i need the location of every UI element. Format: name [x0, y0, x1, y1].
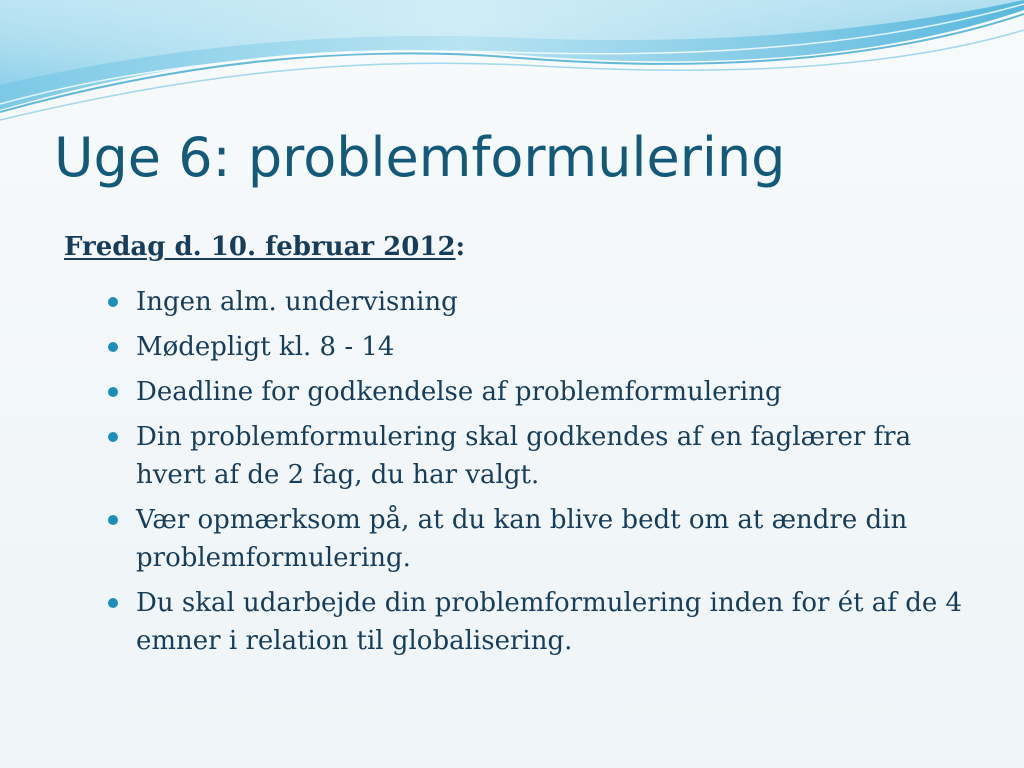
- bullet-dot-icon: [108, 432, 118, 442]
- bullet-text: Din problemformulering skal godkendes af en faglærer fra hvert af de 2 fag, du har valgt.: [136, 422, 912, 490]
- bullet-list: [106, 283, 966, 667]
- bullet-dot-icon: [108, 342, 118, 352]
- slide-title: Uge 6: problemformulering: [54, 126, 786, 189]
- subtitle-date: Fredag d. 10. februar 2012: [64, 232, 456, 262]
- list-item: [106, 501, 966, 577]
- list-item: [106, 328, 966, 366]
- subtitle-colon: :: [455, 232, 466, 262]
- bullet-dot-icon: [108, 297, 118, 307]
- list-item: [106, 584, 966, 660]
- list-item: [106, 373, 966, 411]
- bullet-text: Mødepligt kl. 8 - 14: [136, 332, 395, 362]
- slide-subtitle: [64, 232, 465, 263]
- bullet-text: Ingen alm. undervisning: [136, 287, 458, 317]
- bullet-text: Vær opmærksom på, at du kan blive bedt om at ændre din problemformulering.: [136, 505, 908, 573]
- bullet-dot-icon: [108, 387, 118, 397]
- bullet-text: Du skal udarbejde din problemformulering inden for ét af de 4 emner i relation til globalisering.: [136, 588, 963, 656]
- bullet-dot-icon: [108, 598, 118, 608]
- list-item: [106, 283, 966, 321]
- bullet-dot-icon: [108, 515, 118, 525]
- bullet-text: Deadline for godkendelse af problemformulering: [136, 377, 782, 407]
- header-wave-decoration: [0, 0, 1024, 130]
- list-item: [106, 418, 966, 494]
